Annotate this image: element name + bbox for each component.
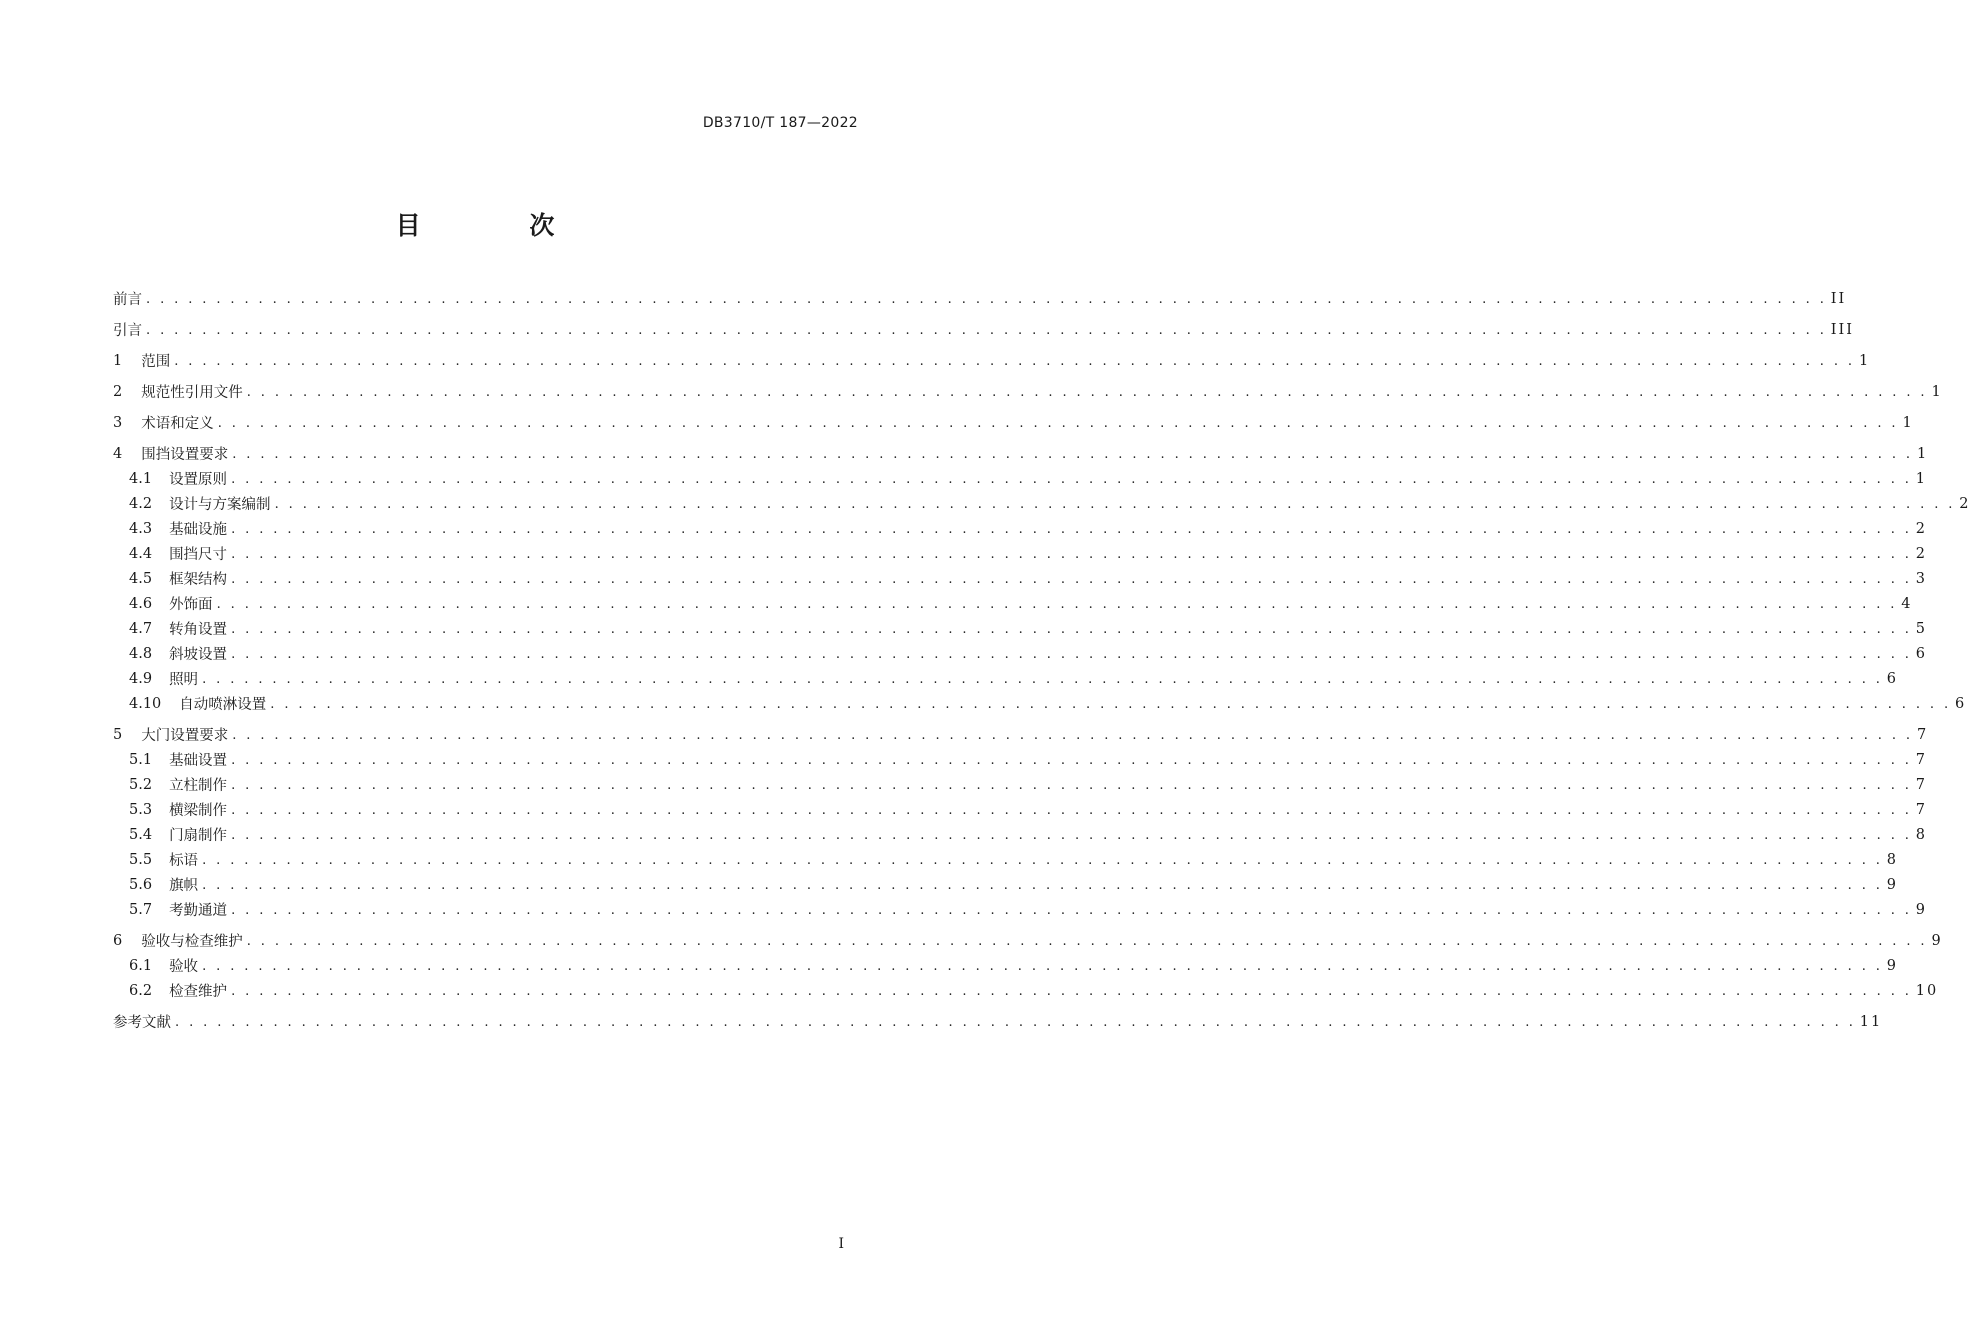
toc-entry-number: 4.7: [129, 620, 153, 637]
toc-entry-page: 9: [1886, 876, 1899, 893]
toc-entry[interactable]: [113, 772, 1928, 797]
toc-title: 目 次: [395, 211, 605, 240]
toc-entry-number: 5.3: [129, 801, 153, 818]
toc-entry-title: 验收: [169, 959, 199, 975]
toc-entry-number: 1: [113, 352, 123, 369]
toc-dot-leader: . . . . . . . . . . . . . . . . . . . . . . . . . . . . . . . . . . . . . . . . . . . . . . . . . . . . . . . . . . . . . . . . . . . . . . . . . . . . . . . . . . . . . . . . . . . . . . . . . . . . . . . . . . . . . . . . . . . . . . . .: [216, 597, 1898, 612]
toc-entry-number: 4.5: [129, 570, 153, 587]
toc-entry[interactable]: [113, 872, 1899, 897]
toc-entry-number: 4.10: [129, 695, 162, 712]
toc-entry-title: 验收与检查维护: [141, 934, 243, 950]
toc-entry-number: 4.9: [129, 670, 153, 687]
toc-entry-page: 1: [1858, 352, 1871, 369]
toc-entry-number: 5.7: [129, 901, 153, 918]
toc-entry-page: 1: [1931, 383, 1943, 400]
toc-entry-title: 基础设施: [169, 522, 228, 538]
toc-entry-number: 5.1: [129, 751, 153, 768]
toc-entry-page: II: [1830, 290, 1847, 307]
toc-entry-title: 前言: [113, 292, 142, 308]
toc-dot-leader: . . . . . . . . . . . . . . . . . . . . . . . . . . . . . . . . . . . . . . . . . . . . . . . . . . . . . . . . . . . . . . . . . . . . . . . . . . . . . . . . . . . . . . . . . . . . . . . . . . . . . . . . . . . . . . . . . . . . . . . .: [246, 385, 1928, 400]
toc-dot-leader: . . . . . . . . . . . . . . . . . . . . . . . . . . . . . . . . . . . . . . . . . . . . . . . . . . . . . . . . . . . . . . . . . . . . . . . . . . . . . . . . . . . . . . . . . . . . . . . . . . . . . . . . . . . . . . . . . . . . . . . .: [202, 959, 1883, 974]
toc-dot-leader: . . . . . . . . . . . . . . . . . . . . . . . . . . . . . . . . . . . . . . . . . . . . . . . . . . . . . . . . . . . . . . . . . . . . . . . . . . . . . . . . . . . . . . . . . . . . . . . . . . . . . . . . . . . . . . . . . . . . . . . .: [146, 323, 1827, 338]
toc-entry-number: 4: [113, 445, 123, 462]
toc-entry[interactable]: [113, 822, 1928, 847]
toc-entry-page: 3: [1915, 570, 1928, 587]
toc-entry-title: 参考文献: [113, 1015, 171, 1031]
toc-entry-number: 2: [113, 383, 123, 400]
toc-entry-title: 规范性引用文件: [141, 385, 243, 401]
toc-entry-number: 4.3: [129, 520, 153, 537]
toc-entry-title: 斜坡设置: [169, 647, 228, 663]
toc-entry[interactable]: [113, 317, 1854, 342]
toc-entry-page: 8: [1915, 826, 1928, 843]
toc-dot-leader: . . . . . . . . . . . . . . . . . . . . . . . . . . . . . . . . . . . . . . . . . . . . . . . . . . . . . . . . . . . . . . . . . . . . . . . . . . . . . . . . . . . . . . . . . . . . . . . . . . . . . . . . . . . . . . . . . . . . . . . .: [146, 292, 1827, 307]
toc-entry-page: 6: [1955, 695, 1967, 712]
toc-entry-title: 范围: [141, 354, 171, 370]
toc-entry[interactable]: [113, 466, 1928, 491]
toc-entry[interactable]: [113, 722, 1929, 747]
toc-entry-title: 考勤通道: [169, 903, 228, 919]
toc-entry-number: 6.2: [129, 982, 153, 999]
toc-entry-page: 5: [1915, 620, 1928, 637]
toc-entry[interactable]: [113, 928, 1943, 953]
toc-entry-page: 7: [1915, 751, 1928, 768]
toc-entry-number: 4.1: [129, 470, 153, 487]
toc-entry-number: 3: [113, 414, 123, 431]
toc-dot-leader: . . . . . . . . . . . . . . . . . . . . . . . . . . . . . . . . . . . . . . . . . . . . . . . . . . . . . . . . . . . . . . . . . . . . . . . . . . . . . . . . . . . . . . . . . . . . . . . . . . . . . . . . . . . . . . . . . . . . . . . .: [231, 647, 1912, 662]
toc-entry-page: 2: [1959, 495, 1971, 512]
toc-entry[interactable]: [113, 541, 1928, 566]
toc-dot-leader: . . . . . . . . . . . . . . . . . . . . . . . . . . . . . . . . . . . . . . . . . . . . . . . . . . . . . . . . . . . . . . . . . . . . . . . . . . . . . . . . . . . . . . . . . . . . . . . . . . . . . . . . . . . . . . . . . . . . . . . .: [231, 984, 1912, 999]
toc-entry-title: 大门设置要求: [141, 728, 229, 744]
toc-dot-leader: . . . . . . . . . . . . . . . . . . . . . . . . . . . . . . . . . . . . . . . . . . . . . . . . . . . . . . . . . . . . . . . . . . . . . . . . . . . . . . . . . . . . . . . . . . . . . . . . . . . . . . . . . . . . . . . . . . . . . . . .: [202, 672, 1883, 687]
toc-entry-page: 10: [1915, 982, 1939, 999]
toc-entry[interactable]: [113, 286, 1847, 311]
toc-entry-page: 7: [1915, 801, 1928, 818]
toc-dot-leader: . . . . . . . . . . . . . . . . . . . . . . . . . . . . . . . . . . . . . . . . . . . . . . . . . . . . . . . . . . . . . . . . . . . . . . . . . . . . . . . . . . . . . . . . . . . . . . . . . . . . . . . . . . . . . . . . . . . . . . . .: [231, 803, 1912, 818]
toc-entry-title: 围挡尺寸: [169, 547, 228, 563]
toc-entry-title: 横梁制作: [169, 803, 228, 819]
toc-dot-leader: . . . . . . . . . . . . . . . . . . . . . . . . . . . . . . . . . . . . . . . . . . . . . . . . . . . . . . . . . . . . . . . . . . . . . . . . . . . . . . . . . . . . . . . . . . . . . . . . . . . . . . . . . . . . . . . . . . . . . . . .: [202, 878, 1883, 893]
page-number: I: [838, 1236, 844, 1252]
toc-entry-title: 外饰面: [169, 597, 213, 613]
toc-entry[interactable]: [113, 616, 1928, 641]
toc-entry-title: 基础设置: [169, 753, 228, 769]
toc-entry-title: 框架结构: [169, 572, 228, 588]
toc-entry[interactable]: [113, 1009, 1883, 1034]
toc-entry-title: 检查维护: [169, 984, 228, 1000]
toc-entry-number: 4.2: [129, 495, 153, 512]
toc-entry-page: 9: [1886, 957, 1899, 974]
toc-entry-title: 引言: [113, 323, 142, 339]
document-number: DB3710/T 187—2022: [702, 115, 858, 131]
toc-entry-number: 6.1: [129, 957, 153, 974]
toc-entry-number: 4.8: [129, 645, 153, 662]
toc-entry-title: 自动喷淋设置: [179, 697, 267, 713]
toc-entry-title: 设置原则: [169, 472, 228, 488]
toc-entry-page: 1: [1915, 470, 1928, 487]
toc-entry[interactable]: [113, 566, 1928, 591]
toc-entry-number: 5: [113, 726, 123, 743]
toc-entry-title: 立柱制作: [169, 778, 228, 794]
toc-entry-number: 6: [113, 932, 123, 949]
toc-entry-title: 标语: [169, 853, 199, 869]
toc-dot-leader: . . . . . . . . . . . . . . . . . . . . . . . . . . . . . . . . . . . . . . . . . . . . . . . . . . . . . . . . . . . . . . . . . . . . . . . . . . . . . . . . . . . . . . . . . . . . . . . . . . . . . . . . . . . . . . . . . . . . . . . .: [231, 778, 1912, 793]
toc-dot-leader: . . . . . . . . . . . . . . . . . . . . . . . . . . . . . . . . . . . . . . . . . . . . . . . . . . . . . . . . . . . . . . . . . . . . . . . . . . . . . . . . . . . . . . . . . . . . . . . . . . . . . . . . . . . . . . . . . . . . . . . .: [231, 753, 1912, 768]
toc-entry[interactable]: [113, 953, 1899, 978]
toc-entry-page: III: [1830, 321, 1854, 338]
toc-dot-leader: . . . . . . . . . . . . . . . . . . . . . . . . . . . . . . . . . . . . . . . . . . . . . . . . . . . . . . . . . . . . . . . . . . . . . . . . . . . . . . . . . . . . . . . . . . . . . . . . . . . . . . . . . . . . . . . . . . . . . . . .: [246, 934, 1928, 949]
toc-entry-page: 7: [1915, 776, 1928, 793]
toc-entry-page: 4: [1901, 595, 1913, 612]
toc-entry-number: 4.6: [129, 595, 153, 612]
toc-entry-title: 围挡设置要求: [141, 447, 229, 463]
toc-entry-page: 1: [1902, 414, 1914, 431]
toc-entry[interactable]: [113, 591, 1913, 616]
toc-entry-title: 旗帜: [169, 878, 199, 894]
toc-entry-page: 11: [1859, 1013, 1883, 1030]
toc-dot-leader: . . . . . . . . . . . . . . . . . . . . . . . . . . . . . . . . . . . . . . . . . . . . . . . . . . . . . . . . . . . . . . . . . . . . . . . . . . . . . . . . . . . . . . . . . . . . . . . . . . . . . . . . . . . . . . . . . . . . . . . .: [202, 853, 1883, 868]
toc-entry[interactable]: [113, 379, 1943, 404]
toc-entry[interactable]: [113, 691, 1967, 716]
toc-entry[interactable]: [113, 897, 1928, 922]
toc-entry-page: 1: [1916, 445, 1929, 462]
toc-dot-leader: . . . . . . . . . . . . . . . . . . . . . . . . . . . . . . . . . . . . . . . . . . . . . . . . . . . . . . . . . . . . . . . . . . . . . . . . . . . . . . . . . . . . . . . . . . . . . . . . . . . . . . . . . . . . . . . . . . . . . . . .: [274, 497, 1956, 512]
toc-entry[interactable]: [113, 441, 1929, 466]
toc-entry-title: 转角设置: [169, 622, 228, 638]
toc-entry-title: 门扇制作: [169, 828, 228, 844]
toc-entry[interactable]: [113, 410, 1914, 435]
toc-dot-leader: . . . . . . . . . . . . . . . . . . . . . . . . . . . . . . . . . . . . . . . . . . . . . . . . . . . . . . . . . . . . . . . . . . . . . . . . . . . . . . . . . . . . . . . . . . . . . . . . . . . . . . . . . . . . . . . . . . . . . . . .: [231, 828, 1912, 843]
toc-entry-page: 2: [1915, 545, 1928, 562]
toc-entry-page: 8: [1886, 851, 1899, 868]
toc-dot-leader: . . . . . . . . . . . . . . . . . . . . . . . . . . . . . . . . . . . . . . . . . . . . . . . . . . . . . . . . . . . . . . . . . . . . . . . . . . . . . . . . . . . . . . . . . . . . . . . . . . . . . . . . . . . . . . . . . . . . . . . .: [217, 416, 1899, 431]
toc-dot-leader: . . . . . . . . . . . . . . . . . . . . . . . . . . . . . . . . . . . . . . . . . . . . . . . . . . . . . . . . . . . . . . . . . . . . . . . . . . . . . . . . . . . . . . . . . . . . . . . . . . . . . . . . . . . . . . . . . . . . . . . .: [270, 697, 1952, 712]
toc-dot-leader: . . . . . . . . . . . . . . . . . . . . . . . . . . . . . . . . . . . . . . . . . . . . . . . . . . . . . . . . . . . . . . . . . . . . . . . . . . . . . . . . . . . . . . . . . . . . . . . . . . . . . . . . . . . . . . . . . . . . . . . .: [231, 547, 1912, 562]
toc-entry-page: 2: [1915, 520, 1928, 537]
toc-dot-leader: . . . . . . . . . . . . . . . . . . . . . . . . . . . . . . . . . . . . . . . . . . . . . . . . . . . . . . . . . . . . . . . . . . . . . . . . . . . . . . . . . . . . . . . . . . . . . . . . . . . . . . . . . . . . . . . . . . . . . . . .: [175, 1015, 1856, 1030]
toc-entry[interactable]: [113, 978, 1939, 1003]
toc-entry-title: 照明: [169, 672, 199, 688]
toc-entry[interactable]: [113, 491, 1971, 516]
toc-entry-page: 6: [1915, 645, 1928, 662]
toc-entry[interactable]: [113, 666, 1899, 691]
toc-entry[interactable]: [113, 847, 1899, 872]
toc-entry-number: 5.5: [129, 851, 153, 868]
toc-entry[interactable]: [113, 348, 1871, 373]
toc-entry[interactable]: [113, 516, 1928, 541]
table-of-contents: [113, 286, 1971, 1034]
toc-entry-page: 9: [1931, 932, 1943, 949]
toc-entry-page: 7: [1916, 726, 1929, 743]
toc-entry-page: 9: [1915, 901, 1928, 918]
toc-entry[interactable]: [113, 641, 1928, 666]
toc-entry-number: 4.4: [129, 545, 153, 562]
toc-dot-leader: . . . . . . . . . . . . . . . . . . . . . . . . . . . . . . . . . . . . . . . . . . . . . . . . . . . . . . . . . . . . . . . . . . . . . . . . . . . . . . . . . . . . . . . . . . . . . . . . . . . . . . . . . . . . . . . . . . . . . . . .: [231, 472, 1912, 487]
toc-dot-leader: . . . . . . . . . . . . . . . . . . . . . . . . . . . . . . . . . . . . . . . . . . . . . . . . . . . . . . . . . . . . . . . . . . . . . . . . . . . . . . . . . . . . . . . . . . . . . . . . . . . . . . . . . . . . . . . . . . . . . . . .: [232, 728, 1913, 743]
toc-dot-leader: . . . . . . . . . . . . . . . . . . . . . . . . . . . . . . . . . . . . . . . . . . . . . . . . . . . . . . . . . . . . . . . . . . . . . . . . . . . . . . . . . . . . . . . . . . . . . . . . . . . . . . . . . . . . . . . . . . . . . . . .: [231, 522, 1912, 537]
toc-dot-leader: . . . . . . . . . . . . . . . . . . . . . . . . . . . . . . . . . . . . . . . . . . . . . . . . . . . . . . . . . . . . . . . . . . . . . . . . . . . . . . . . . . . . . . . . . . . . . . . . . . . . . . . . . . . . . . . . . . . . . . . .: [174, 354, 1855, 369]
toc-entry[interactable]: [113, 747, 1928, 772]
toc-dot-leader: . . . . . . . . . . . . . . . . . . . . . . . . . . . . . . . . . . . . . . . . . . . . . . . . . . . . . . . . . . . . . . . . . . . . . . . . . . . . . . . . . . . . . . . . . . . . . . . . . . . . . . . . . . . . . . . . . . . . . . . .: [231, 903, 1912, 918]
toc-entry-page: 6: [1886, 670, 1899, 687]
toc-entry-number: 5.2: [129, 776, 153, 793]
toc-entry-number: 5.4: [129, 826, 153, 843]
toc-dot-leader: . . . . . . . . . . . . . . . . . . . . . . . . . . . . . . . . . . . . . . . . . . . . . . . . . . . . . . . . . . . . . . . . . . . . . . . . . . . . . . . . . . . . . . . . . . . . . . . . . . . . . . . . . . . . . . . . . . . . . . . .: [231, 572, 1912, 587]
toc-entry-title: 设计与方案编制: [169, 497, 271, 513]
toc-entry-number: 5.6: [129, 876, 153, 893]
toc-entry-title: 术语和定义: [141, 416, 214, 432]
toc-dot-leader: . . . . . . . . . . . . . . . . . . . . . . . . . . . . . . . . . . . . . . . . . . . . . . . . . . . . . . . . . . . . . . . . . . . . . . . . . . . . . . . . . . . . . . . . . . . . . . . . . . . . . . . . . . . . . . . . . . . . . . . .: [231, 622, 1912, 637]
toc-entry[interactable]: [113, 797, 1928, 822]
toc-dot-leader: . . . . . . . . . . . . . . . . . . . . . . . . . . . . . . . . . . . . . . . . . . . . . . . . . . . . . . . . . . . . . . . . . . . . . . . . . . . . . . . . . . . . . . . . . . . . . . . . . . . . . . . . . . . . . . . . . . . . . . . .: [232, 447, 1913, 462]
